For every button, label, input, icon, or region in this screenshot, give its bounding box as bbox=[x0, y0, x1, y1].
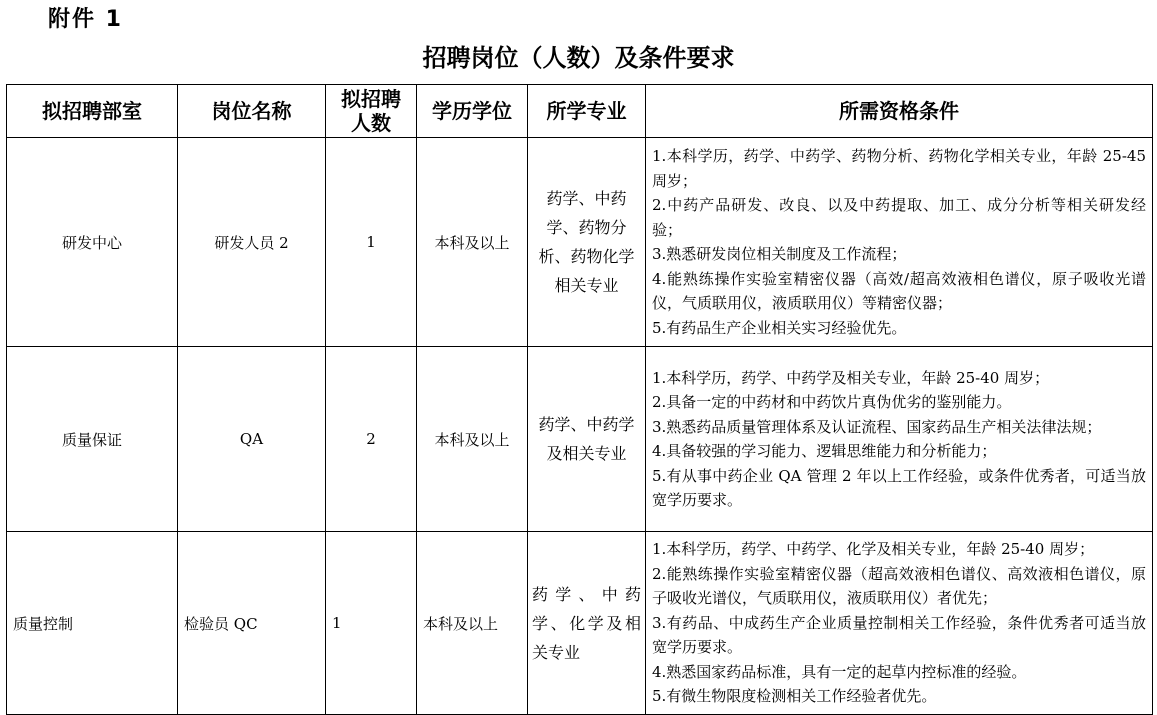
header-major: 所学专业 bbox=[528, 85, 646, 138]
requirement-item: 2.中药产品研发、改良、以及中药提取、加工、成分分析等相关研发经验； bbox=[652, 196, 1146, 239]
cell-count: 1 bbox=[326, 532, 417, 715]
requirement-item: 1.本科学历，药学、中药学、药物分析、药物化学相关专业，年龄 25-45 周岁； bbox=[652, 147, 1146, 190]
header-education: 学历学位 bbox=[417, 85, 528, 138]
requirement-item: 3.有药品、中成药生产企业质量控制相关工作经验，条件优秀者可适当放宽学历要求。 bbox=[652, 613, 1146, 657]
cell-requirements bbox=[646, 138, 1153, 347]
cell-position: 研发人员 2 bbox=[178, 138, 326, 347]
cell-major: 药学、中药学、药物分析、药物化学相关专业 bbox=[528, 138, 646, 347]
requirement-item: 2.具备一定的中药材和中药饮片真伪优劣的鉴别能力。 bbox=[652, 393, 1012, 411]
cell-department: 质量控制 bbox=[7, 532, 178, 715]
requirement-item: 2.能熟练操作实验室精密仪器（超高效液相色谱仪、高效液相色谱仪，原子吸收光谱仪，气质联用仪，液质联用仪）者优先； bbox=[652, 564, 1146, 608]
requirement-item: 4.具备较强的学习能力、逻辑思维能力和分析能力； bbox=[652, 442, 997, 460]
requirement-item: 5.有药品生产企业相关实习经验优先。 bbox=[652, 318, 907, 337]
cell-education: 本科及以上 bbox=[417, 532, 528, 715]
cell-department: 研发中心 bbox=[7, 138, 178, 347]
cell-education: 本科及以上 bbox=[417, 347, 528, 532]
header-requirements: 所需资格条件 bbox=[646, 85, 1153, 138]
cell-requirements bbox=[646, 347, 1153, 532]
table-header-row bbox=[7, 85, 1153, 138]
requirement-item: 3.熟悉研发岗位相关制度及工作流程； bbox=[652, 245, 907, 263]
table-row bbox=[7, 347, 1153, 532]
cell-education: 本科及以上 bbox=[417, 138, 528, 347]
annex-label: 附件 1 bbox=[48, 7, 123, 32]
cell-major: 药学、中药学及相关专业 bbox=[528, 347, 646, 532]
cell-count: 1 bbox=[326, 138, 417, 347]
requirement-item: 5.有微生物限度检测相关工作经验者优先。 bbox=[652, 687, 937, 706]
header-position: 岗位名称 bbox=[178, 85, 326, 138]
page-title: 招聘岗位（人数）及条件要求 bbox=[422, 43, 735, 72]
table-row bbox=[7, 138, 1153, 347]
requirement-item: 5.有从事中药企业 QA 管理 2 年以上工作经验，或条件优秀者，可适当放宽学历要求。 bbox=[652, 466, 1146, 509]
recruitment-table bbox=[6, 84, 1153, 715]
cell-position: 检验员 QC bbox=[178, 532, 326, 715]
table-row bbox=[7, 532, 1153, 715]
cell-department: 质量保证 bbox=[7, 347, 178, 532]
cell-major: 药学、中药学、化学及相关专业 bbox=[528, 532, 646, 715]
requirement-item: 3.熟悉药品质量管理体系及认证流程、国家药品生产相关法律法规； bbox=[652, 417, 1102, 436]
header-count: 拟招聘人数 bbox=[326, 85, 417, 138]
requirement-item: 1.本科学历，药学、中药学、化学及相关专业，年龄 25-40 周岁； bbox=[652, 540, 1095, 559]
cell-count: 2 bbox=[326, 347, 417, 532]
requirement-item: 4.能熟练操作实验室精密仪器（高效/超高效液相色谱仪，原子吸收光谱仪，气质联用仪，液质联用仪）等精密仪器； bbox=[652, 269, 1146, 312]
requirement-item: 1.本科学历，药学、中药学及相关专业，年龄 25-40 周岁； bbox=[652, 368, 1050, 387]
cell-position: QA bbox=[178, 347, 326, 532]
cell-requirements bbox=[646, 532, 1153, 715]
header-department: 拟招聘部室 bbox=[7, 85, 178, 138]
requirement-item: 4.熟悉国家药品标准，具有一定的起草内控标准的经验。 bbox=[652, 662, 1027, 681]
